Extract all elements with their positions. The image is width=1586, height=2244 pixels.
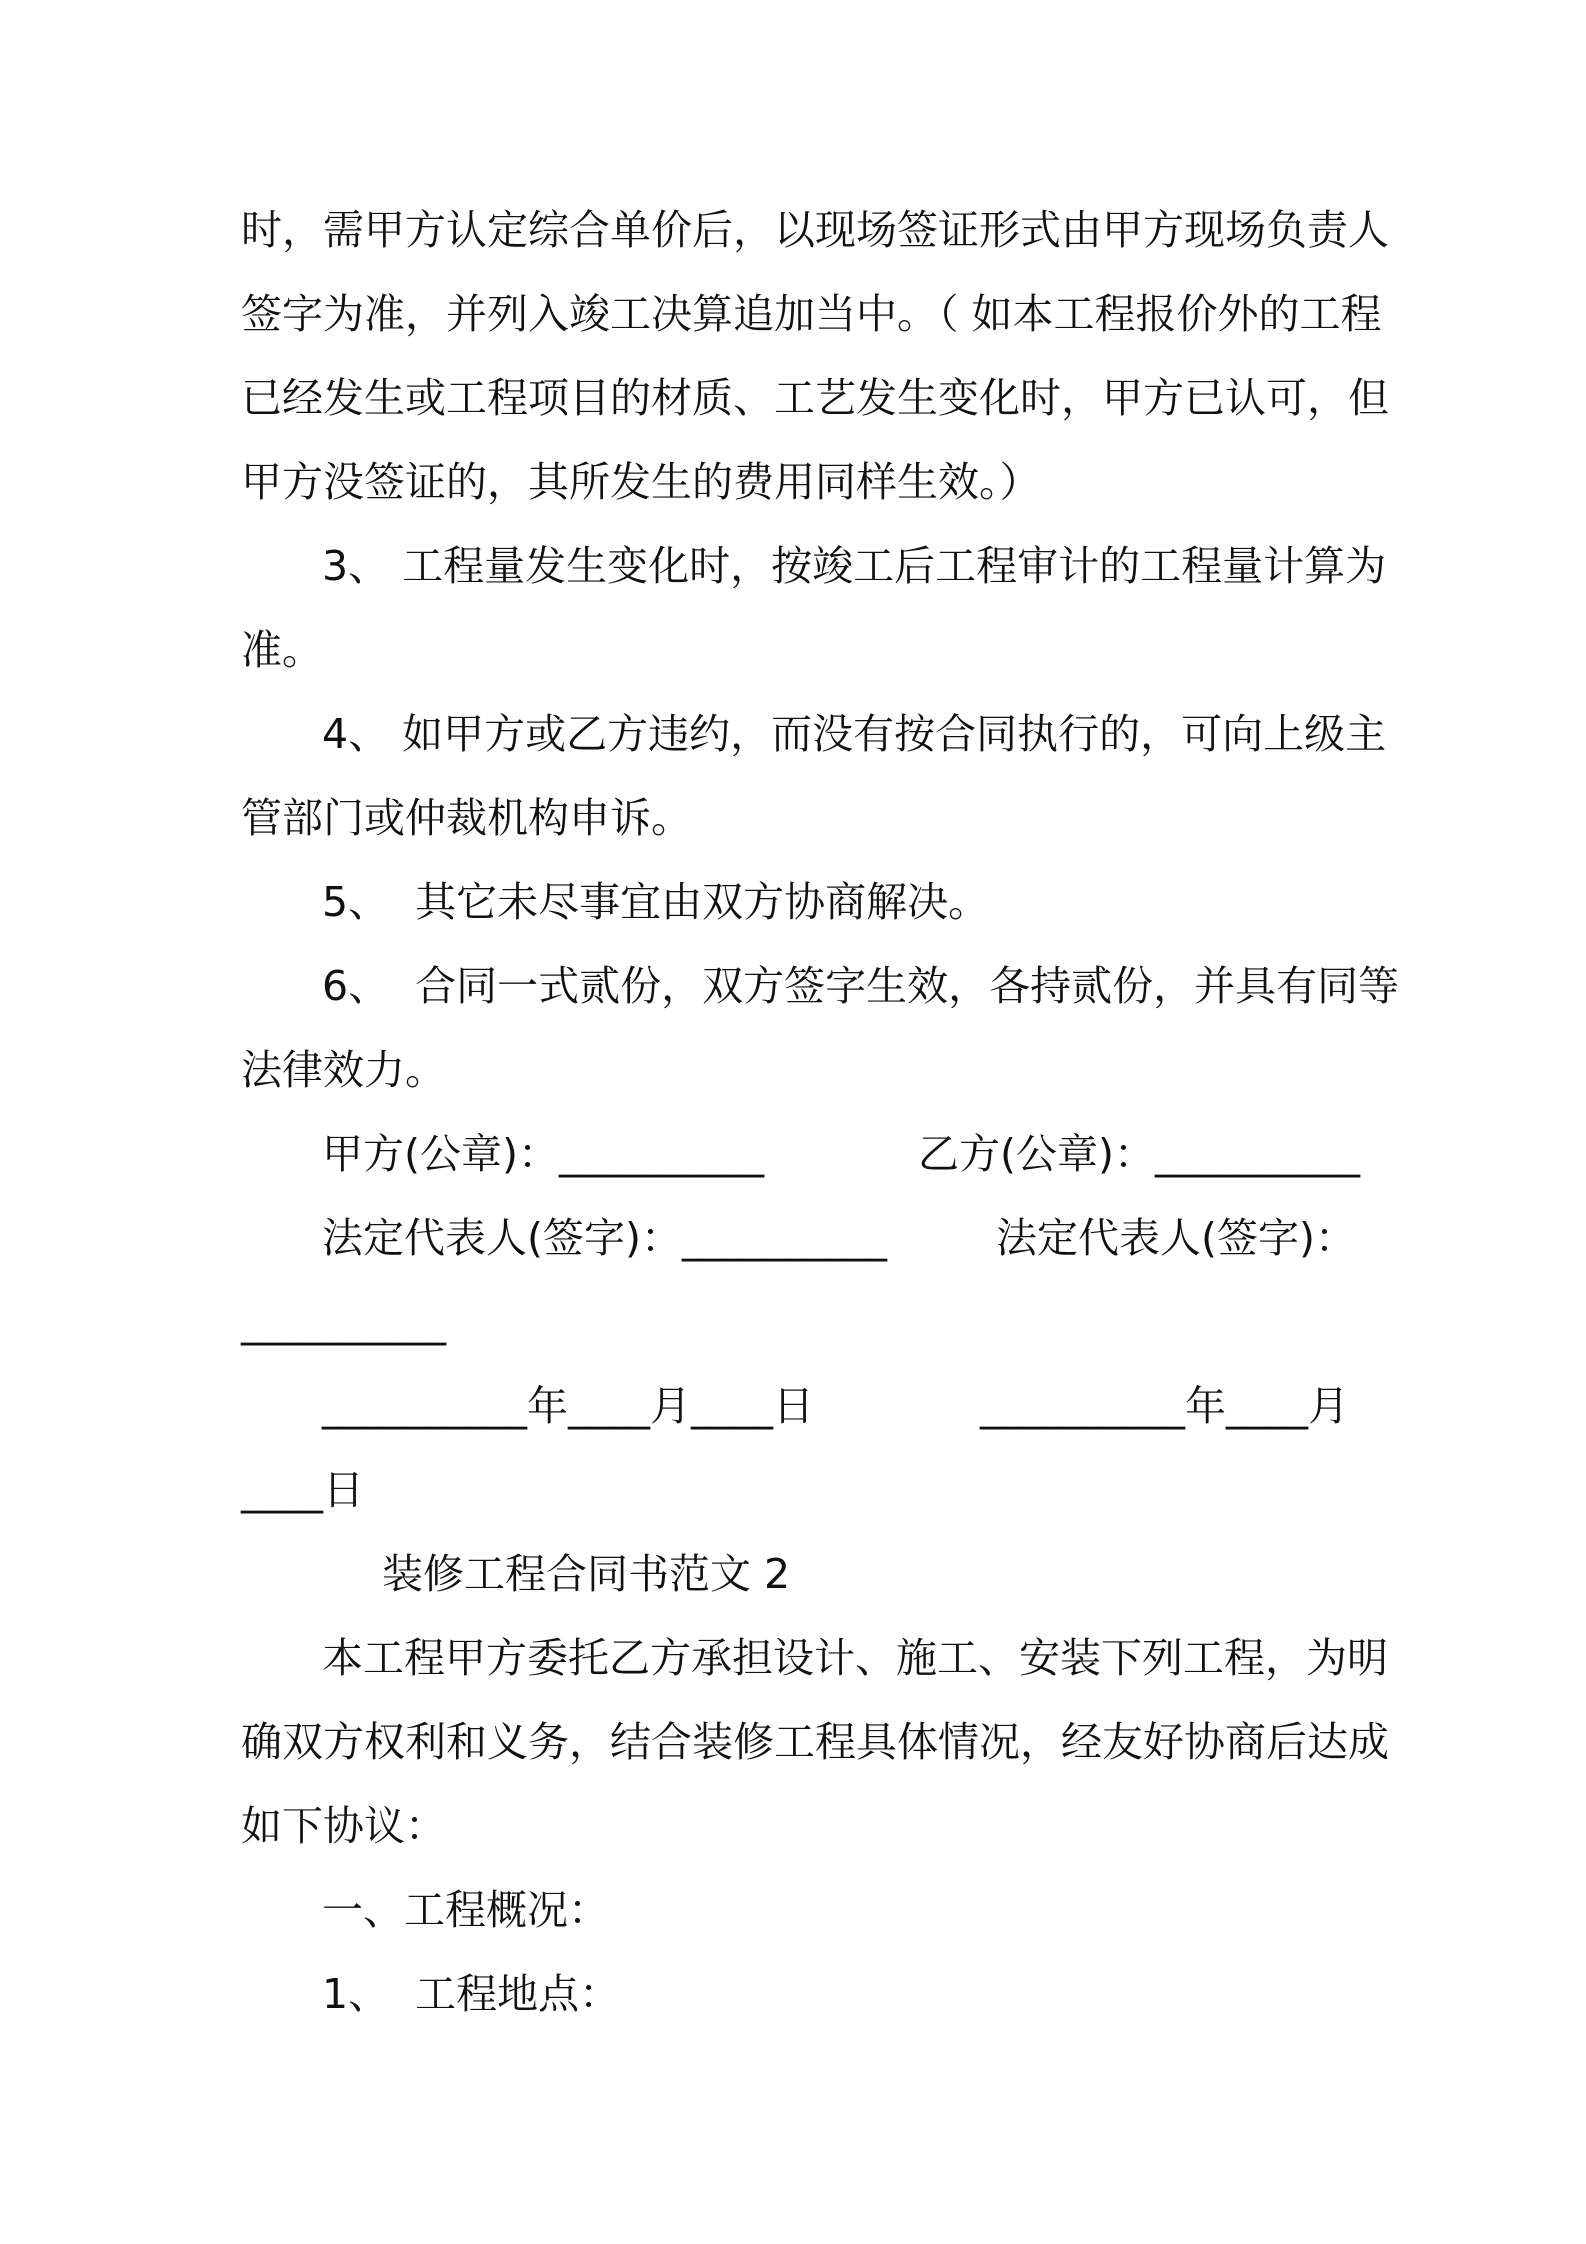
intro-line: 本工程甲方委托乙方承担设计、施工、安装下列工程，为明 [322, 1634, 1388, 1682]
section-title: 装修工程合同书范文 2 [382, 1550, 791, 1598]
party-a-seal: 甲方(公章)：__________ [322, 1130, 764, 1178]
body-line: 签字为准，并列入竣工决算追加当中。（ 如本工程报价外的工程 [241, 290, 1382, 338]
body-line: 管部门或仲裁机构申诉。 [241, 794, 692, 842]
party-a-representative: 法定代表人(签字)：__________ [322, 1214, 887, 1262]
list-item: 1、 工程地点： [322, 1970, 621, 2018]
clause-6: 6、 合同一式贰份，双方签字生效，各持贰份，并具有同等 [322, 962, 1400, 1010]
clause-4: 4、 如甲方或乙方违约，而没有按合同执行的，可向上级主 [322, 710, 1387, 758]
body-line: 法律效力。 [241, 1046, 446, 1094]
clause-5: 5、 其它未尽事宜由双方协商解决。 [322, 878, 990, 926]
party-b-date: __________年____月 [980, 1382, 1349, 1430]
body-line: 甲方没签证的，其所发生的费用同样生效。） [241, 458, 1041, 506]
party-b-seal: 乙方(公章)：__________ [918, 1130, 1360, 1178]
body-line: 时，需甲方认定综合单价后，以现场签证形式由甲方现场负责人 [241, 206, 1389, 254]
intro-line: 如下协议： [241, 1802, 446, 1850]
intro-line: 确双方权利和义务，结合装修工程具体情况，经友好协商后达成 [241, 1718, 1389, 1766]
body-line: 准。 [241, 626, 323, 674]
clause-3: 3、 工程量发生变化时，按竣工后工程审计的工程量计算为 [322, 542, 1387, 590]
party-b-representative: 法定代表人(签字)： [996, 1214, 1356, 1262]
body-line: 已经发生或工程项目的材质、工艺发生变化时，甲方已认可，但 [241, 374, 1389, 422]
party-a-date: __________年____月____日 [322, 1382, 814, 1430]
party-b-date-day: ____日 [241, 1466, 364, 1514]
party-b-representative-blank: __________ [241, 1298, 446, 1346]
section-heading: 一、工程概况： [322, 1886, 609, 1934]
